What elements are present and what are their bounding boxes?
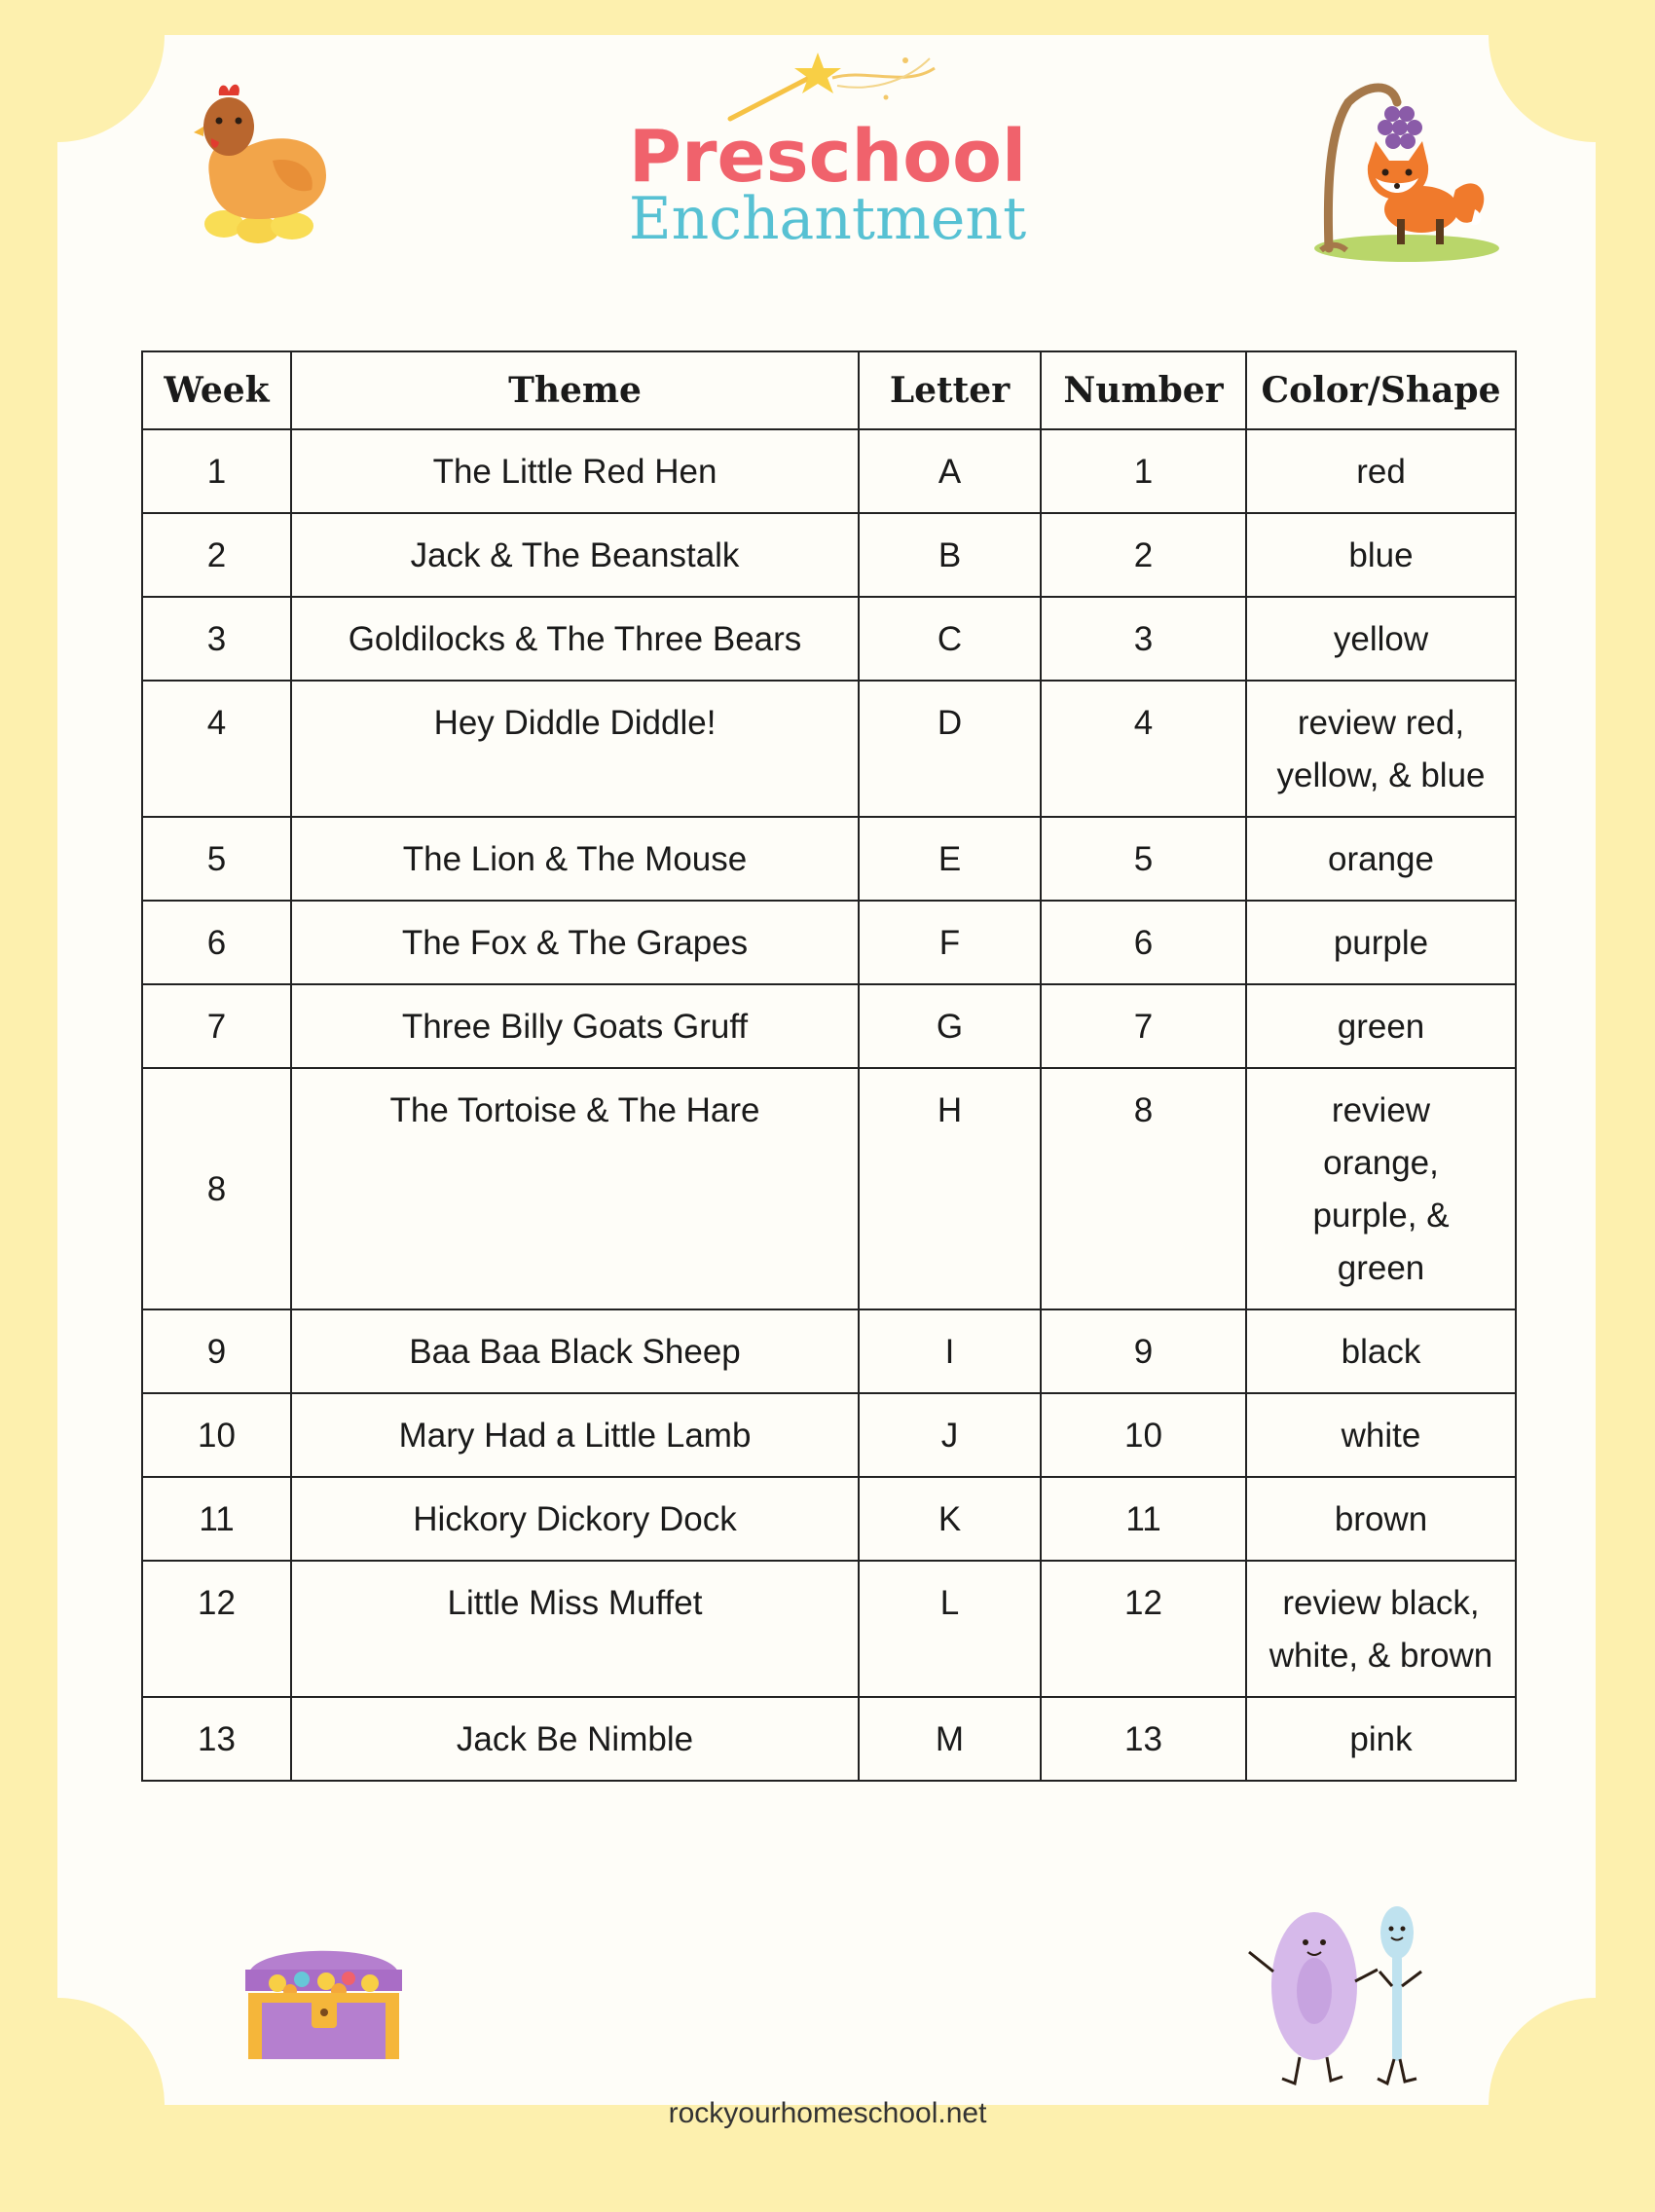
table-row [142,513,1516,597]
letter-cell: C [859,597,1041,681]
table-row [142,984,1516,1068]
header-week: Week [142,351,291,429]
number-cell: 2 [1041,513,1246,597]
corner-notch [1489,0,1655,142]
letter-cell: L [859,1561,1041,1697]
letter-cell: G [859,984,1041,1068]
theme-cell: The Little Red Hen [291,429,859,513]
header-color-shape: Color/Shape [1246,351,1516,429]
letter-cell: B [859,513,1041,597]
color-cell: review black, white, & brown [1246,1561,1516,1697]
theme-cell: Goldilocks & The Three Bears [291,597,859,681]
color-cell: review orange, purple, & green [1246,1068,1516,1309]
color-cell: black [1246,1309,1516,1393]
number-cell: 1 [1041,429,1246,513]
brand-logo [613,49,1042,253]
week-cell: 5 [142,817,291,901]
color-cell: brown [1246,1477,1516,1561]
letter-cell: K [859,1477,1041,1561]
color-cell: white [1246,1393,1516,1477]
letter-cell: A [859,429,1041,513]
number-cell: 3 [1041,597,1246,681]
number-cell: 8 [1041,1068,1246,1309]
table-row [142,681,1516,817]
theme-cell: Three Billy Goats Gruff [291,984,859,1068]
table-row [142,901,1516,984]
week-cell: 8 [142,1068,291,1309]
number-cell: 5 [1041,817,1246,901]
week-cell: 9 [142,1309,291,1393]
theme-cell: The Tortoise & The Hare [291,1068,859,1309]
color-cell: green [1246,984,1516,1068]
color-cell: review red, yellow, & blue [1246,681,1516,817]
header-letter: Letter [859,351,1041,429]
week-cell: 11 [142,1477,291,1561]
theme-cell: Mary Had a Little Lamb [291,1393,859,1477]
week-cell: 4 [142,681,291,817]
table-row [142,817,1516,901]
theme-cell: Jack Be Nimble [291,1697,859,1781]
dish-spoon-icon [1241,1894,1455,2088]
letter-cell: J [859,1393,1041,1477]
schedule-table [141,350,1517,1782]
table-row [142,1309,1516,1393]
number-cell: 4 [1041,681,1246,817]
letter-cell: F [859,901,1041,984]
table-row [142,1477,1516,1561]
corner-notch [0,0,165,142]
header-theme: Theme [291,351,859,429]
theme-cell: Hickory Dickory Dock [291,1477,859,1561]
theme-cell: Jack & The Beanstalk [291,513,859,597]
color-cell: orange [1246,817,1516,901]
table-row [142,1561,1516,1697]
footer-url: rockyourhomeschool.net [668,2097,987,2129]
color-cell: pink [1246,1697,1516,1781]
number-cell: 10 [1041,1393,1246,1477]
color-cell: blue [1246,513,1516,597]
treasure-chest-icon [234,1923,414,2069]
letter-cell: D [859,681,1041,817]
theme-cell: Hey Diddle Diddle! [291,681,859,817]
number-cell: 7 [1041,984,1246,1068]
color-cell: red [1246,429,1516,513]
theme-cell: The Lion & The Mouse [291,817,859,901]
table-header-row [142,351,1516,429]
logo-line-2: Enchantment [628,185,1027,253]
number-cell: 13 [1041,1697,1246,1781]
letter-cell: E [859,817,1041,901]
week-cell: 6 [142,901,291,984]
letter-cell: H [859,1068,1041,1309]
color-cell: yellow [1246,597,1516,681]
table-row [142,1068,1516,1309]
week-cell: 2 [142,513,291,597]
number-cell: 11 [1041,1477,1246,1561]
theme-cell: Little Miss Muffet [291,1561,859,1697]
number-cell: 9 [1041,1309,1246,1393]
week-cell: 13 [142,1697,291,1781]
fox-grapes-icon [1300,73,1499,268]
header-number: Number [1041,351,1246,429]
table-row [142,1697,1516,1781]
number-cell: 12 [1041,1561,1246,1697]
number-cell: 6 [1041,901,1246,984]
letter-cell: I [859,1309,1041,1393]
theme-cell: The Fox & The Grapes [291,901,859,984]
week-cell: 7 [142,984,291,1068]
table-row [142,1393,1516,1477]
hen-icon [190,78,336,248]
table-row [142,597,1516,681]
theme-cell: Baa Baa Black Sheep [291,1309,859,1393]
logo-line-1: Preschool [628,115,1027,199]
week-cell: 1 [142,429,291,513]
letter-cell: M [859,1697,1041,1781]
week-cell: 10 [142,1393,291,1477]
table-row [142,429,1516,513]
color-cell: purple [1246,901,1516,984]
week-cell: 12 [142,1561,291,1697]
week-cell: 3 [142,597,291,681]
